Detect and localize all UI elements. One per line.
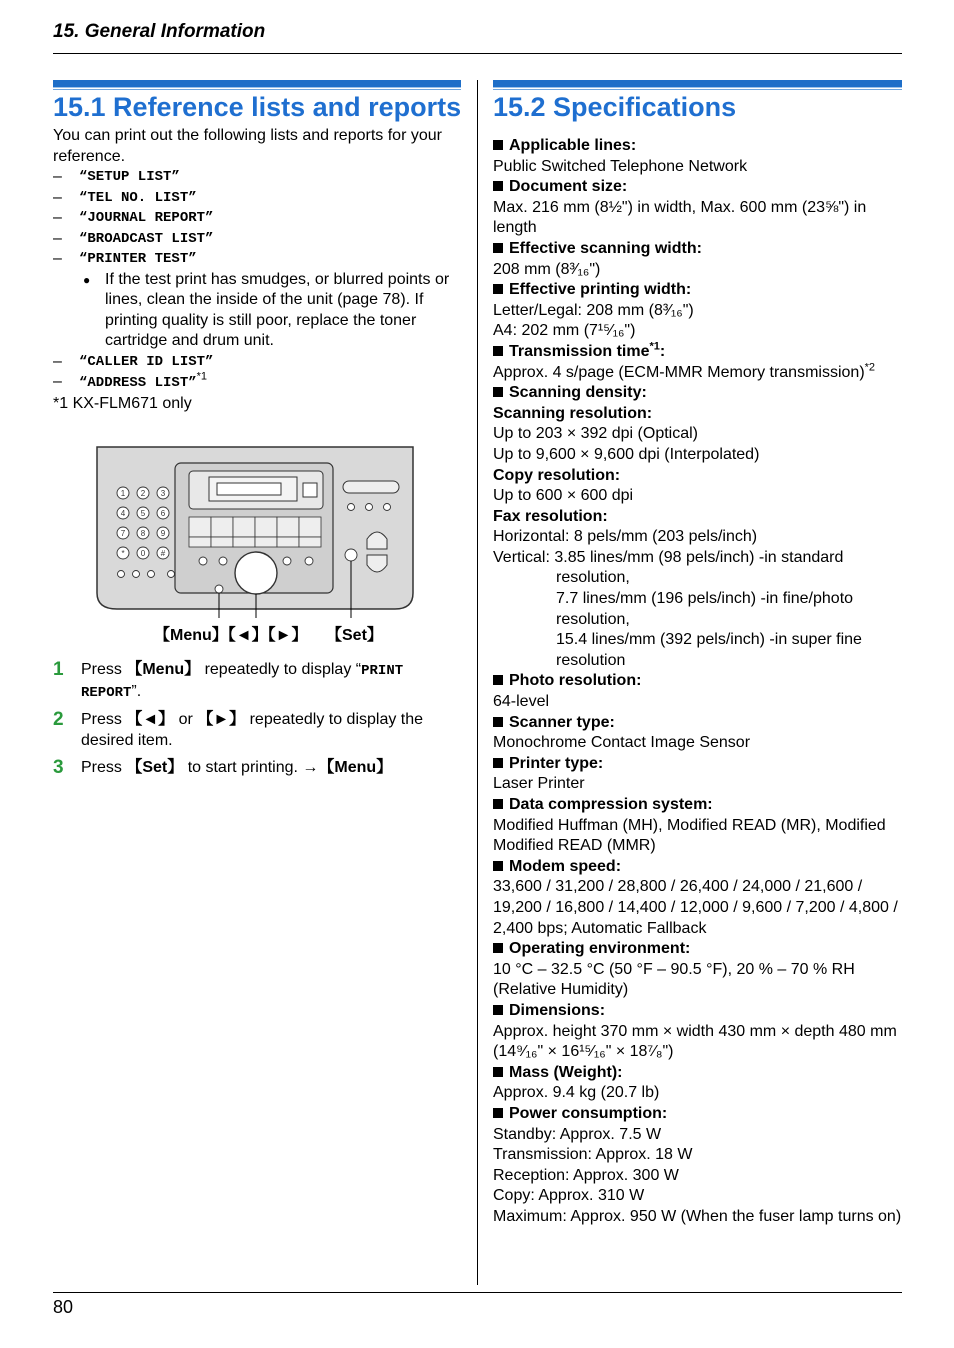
- menu-keys-label: 【Menu】【◄】【►】: [154, 627, 308, 644]
- spec-value: 7.7 lines/mm (196 pels/inch) -in fine/photo: [556, 590, 854, 608]
- arrow-icon: →: [302, 759, 319, 776]
- square-bullet-icon: [493, 758, 503, 768]
- spec-label: Mass (Weight):: [493, 1063, 903, 1084]
- svg-text:1: 1: [120, 489, 126, 498]
- spec-value: resolution: [556, 651, 626, 669]
- svg-text:*: *: [121, 549, 125, 558]
- spec-label: Effective scanning width:: [493, 239, 903, 260]
- square-bullet-icon: [493, 387, 503, 397]
- spec-label: Modem speed:: [493, 857, 903, 878]
- spec-value: Vertical: 3.85 lines/mm (98 pels/inch) -in standard: [493, 548, 844, 566]
- set-key-label: 【Set】: [326, 627, 383, 644]
- svg-text:0: 0: [140, 549, 146, 558]
- fax-machine-illustration: [95, 443, 415, 623]
- square-bullet-icon: [493, 1108, 503, 1118]
- svg-text:#: #: [160, 549, 166, 558]
- list-item: – “BROADCAST LIST”: [53, 229, 214, 247]
- square-bullet-icon: [493, 243, 503, 253]
- section-title-reference: 15.1 Reference lists and reports: [53, 92, 462, 122]
- spec-value: Monochrome Contact Image Sensor: [493, 734, 751, 752]
- print-steps: [53, 660, 463, 786]
- list-item: – “ADDRESS LIST”$^{*1}$: [53, 370, 208, 391]
- list-item: – “SETUP LIST”: [53, 168, 180, 185]
- svg-text:3: 3: [160, 489, 166, 498]
- reference-lists-body: [53, 126, 463, 414]
- intro-text: You can print out the following lists and reports for your reference.: [53, 127, 442, 165]
- spec-value: 64-level: [493, 693, 550, 711]
- spec-value: resolution,: [556, 610, 630, 628]
- spec-label: Power consumption:: [493, 1104, 903, 1125]
- square-bullet-icon: [493, 181, 503, 191]
- spec-value: Copy: Approx. 310 W: [493, 1187, 645, 1205]
- square-bullet-icon: [493, 284, 503, 294]
- spec-value: Up to 9,600 × 9,600 dpi (Interpolated): [493, 445, 760, 463]
- spec-value: 10 °C – 32.5 °C (50 °F – 90.5 °F), 20 % – 70 % RH (Relative Humidity): [493, 960, 855, 999]
- printer-test-note: ● If the test print has smudges, or blurred points or lines, clean the inside of the unit (page 78). If printing quality is still poor, replace the toner cartridge and drum unit.: [83, 270, 450, 349]
- spec-value: Approx. 9.4 kg (20.7 lb): [493, 1084, 660, 1102]
- spec-value: resolution,: [556, 569, 630, 587]
- footer-rule: [53, 1292, 902, 1293]
- square-bullet-icon: [493, 346, 503, 356]
- svg-text:6: 6: [160, 509, 166, 518]
- spec-sublabel: Fax resolution:: [493, 507, 608, 525]
- spec-value: Laser Printer: [493, 775, 585, 793]
- spec-value: Maximum: Approx. 950 W (When the fuser lamp turns on): [493, 1207, 902, 1225]
- svg-text:2: 2: [140, 489, 146, 498]
- spec-value: 15.4 lines/mm (392 pels/inch) -in super fine: [556, 631, 862, 649]
- specifications-body: [493, 136, 903, 1227]
- spec-label: Transmission time$^{*1}$:: [493, 342, 903, 363]
- spec-label: Scanning density:: [493, 383, 903, 404]
- spec-value: Standby: Approx. 7.5 W: [493, 1125, 662, 1143]
- spec-label: Dimensions:: [493, 1001, 903, 1022]
- step-1: 1 Press 【Menu】 repeatedly to display “PRINT REPORT”.: [53, 659, 404, 701]
- spec-value: Transmission: Approx. 18 W: [493, 1146, 693, 1164]
- square-bullet-icon: [493, 1005, 503, 1015]
- svg-text:9: 9: [160, 529, 166, 538]
- spec-value: Approx. height 370 mm × width 430 mm × depth 480 mm: [493, 1022, 897, 1040]
- square-bullet-icon: [493, 861, 503, 871]
- section-title-specifications: 15.2 Specifications: [493, 92, 737, 122]
- square-bullet-icon: [493, 140, 503, 150]
- spec-value: Up to 203 × 392 dpi (Optical): [493, 425, 699, 443]
- list-item: – “PRINTER TEST”: [53, 250, 197, 267]
- spec-value: Public Switched Telephone Network: [493, 157, 748, 175]
- list-item: – “JOURNAL REPORT”: [53, 209, 214, 226]
- column-divider: [477, 80, 478, 1285]
- title-bar-right: [493, 80, 902, 88]
- svg-text:5: 5: [140, 509, 146, 518]
- spec-label: Document size:: [493, 177, 903, 198]
- spec-value: Horizontal: 8 pels/mm (203 pels/inch): [493, 528, 758, 546]
- square-bullet-icon: [493, 1067, 503, 1077]
- spec-label: Photo resolution:: [493, 671, 903, 692]
- spec-label: Scanner type:: [493, 713, 903, 734]
- list-item: – “TEL NO. LIST”: [53, 188, 197, 206]
- svg-text:8: 8: [140, 529, 146, 538]
- square-bullet-icon: [493, 943, 503, 953]
- spec-label: Data compression system:: [493, 795, 903, 816]
- fax-panel-drawing: [95, 443, 415, 618]
- spec-value: Up to 600 × 600 dpi: [493, 487, 634, 505]
- spec-label: Printer type:: [493, 754, 903, 775]
- svg-text:7: 7: [120, 529, 126, 538]
- step-2: 2 Press 【◄】 or 【►】 repeatedly to display the desired item.: [53, 709, 424, 749]
- square-bullet-icon: [493, 717, 503, 727]
- spec-label: Operating environment:: [493, 939, 903, 960]
- spec-label: Applicable lines:: [493, 136, 903, 157]
- spec-value: Max. 216 mm (8½") in width, Max. 600 mm (23⅝") in length: [493, 198, 867, 237]
- page-number: 80: [53, 1297, 74, 1317]
- spec-value: Reception: Approx. 300 W: [493, 1166, 679, 1184]
- spec-value: Letter/Legal: 208 mm (8³⁄₁₆"): [493, 301, 694, 319]
- spec-value: 208 mm (8³⁄₁₆"): [493, 260, 601, 278]
- spec-value: Modified Huffman (MH), Modified READ (MR), Modified Modified READ (MMR): [493, 816, 886, 855]
- title-bar-left: [53, 80, 461, 88]
- step-3: 3 Press 【Set】 to start printing. →【Menu】: [53, 757, 393, 778]
- spec-value: Approx. 4 s/page (ECM-MMR Memory transmission)$^{*2}$: [493, 361, 876, 381]
- section-header: 15. General Information: [53, 21, 266, 42]
- footnote: *1 KX-FLM671 only: [53, 394, 192, 412]
- spec-value: (14⁹⁄₁₆" × 16¹⁵⁄₁₆" × 18⁷⁄₈"): [493, 1043, 674, 1061]
- svg-text:4: 4: [120, 509, 126, 518]
- square-bullet-icon: [493, 675, 503, 685]
- square-bullet-icon: [493, 799, 503, 809]
- spec-sublabel: Scanning resolution:: [493, 404, 653, 422]
- spec-value: 33,600 / 31,200 / 28,800 / 26,400 / 24,000 / 21,600 / 19,200 / 16,800 / 14,400 / 12,000 / 9,600 / 7,200 / 4,800 / 2,400 bps; Automatic Fallback: [493, 878, 898, 937]
- header-rule: [53, 53, 902, 54]
- spec-sublabel: Copy resolution:: [493, 466, 621, 484]
- list-item: – “CALLER ID LIST”: [53, 352, 214, 370]
- spec-label: Effective printing width:: [493, 280, 903, 301]
- spec-value: A4: 202 mm (7¹⁵⁄₁₆"): [493, 322, 636, 340]
